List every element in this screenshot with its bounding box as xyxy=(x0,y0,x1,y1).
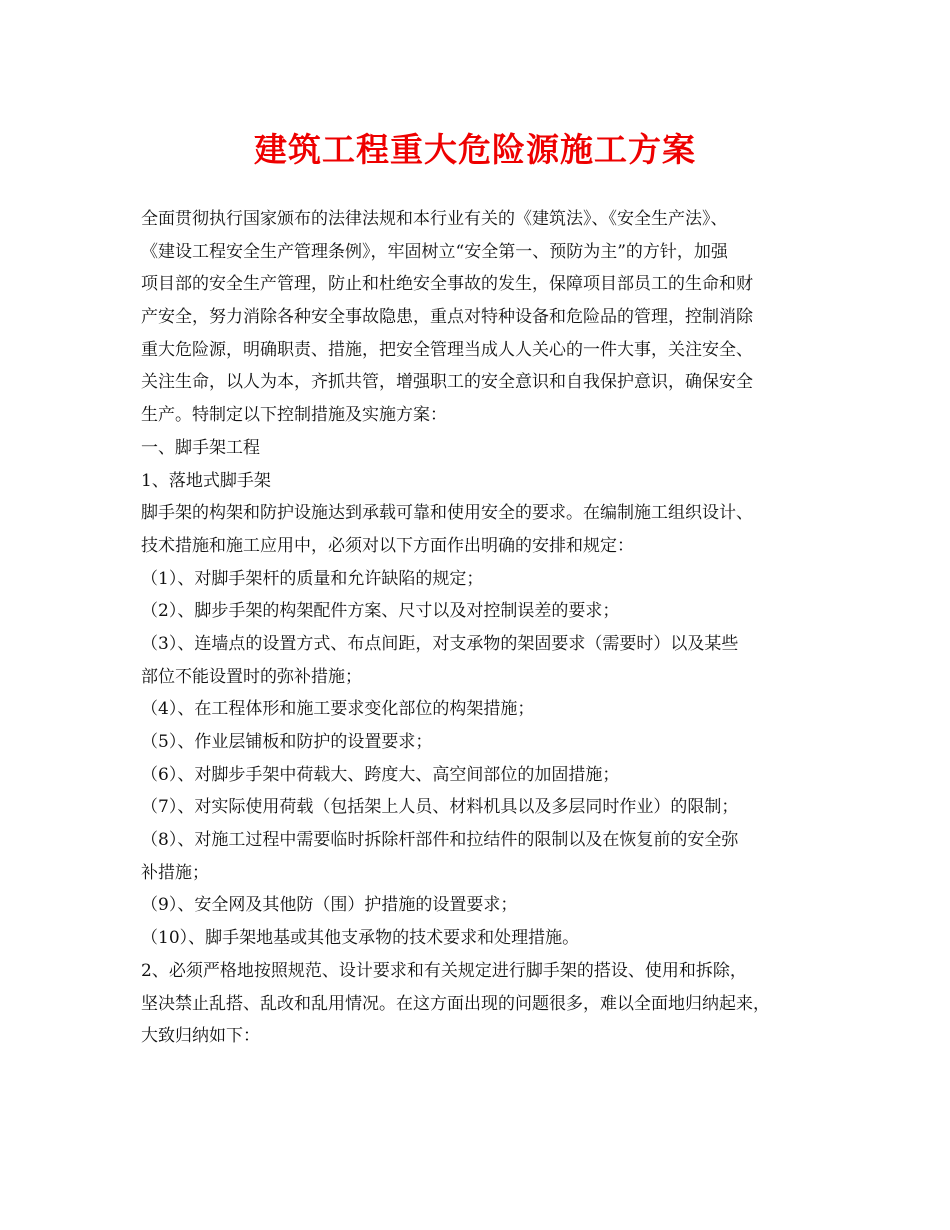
body-line: 2、必须严格地按照规范、设计要求和有关规定进行脚手架的搭设、使用和拆除， xyxy=(141,960,747,981)
list-item: （6）、对脚步手架中荷载大、跨度大、高空间部位的加固措施； xyxy=(141,764,620,785)
list-item: （10）、脚手架地基或其他支承物的技术要求和处理措施。 xyxy=(141,928,580,949)
document-body xyxy=(141,203,821,1053)
body-line: 技术措施和施工应用中，必须对以下方面作出明确的安排和规定： xyxy=(141,535,634,556)
body-line: 《建设工程安全生产管理条例》，牢固树立“安全第一、预防为主”的方针，加强 xyxy=(141,241,728,262)
body-line: 项目部的安全生产管理，防止和杜绝安全事故的发生，保障项目部员工的生命和财 xyxy=(141,274,753,295)
list-item: （4）、在工程体形和施工要求变化部位的构架措施； xyxy=(141,699,535,720)
section-heading: 一、脚手架工程 xyxy=(141,437,260,458)
body-line: 脚手架的构架和防护设施达到承载可靠和使用安全的要求。在编制施工组织设计、 xyxy=(141,503,753,524)
subsection-heading: 1、落地式脚手架 xyxy=(141,470,271,491)
body-line: 生产。特制定以下控制措施及实施方案： xyxy=(141,405,447,426)
list-item: （3）、连墙点的设置方式、布点间距，对支承物的架固要求（需要时）以及某些 xyxy=(141,633,739,654)
document-title: 建筑工程重大危险源施工方案 xyxy=(254,130,696,169)
body-line: 全面贯彻执行国家颁布的法律法规和本行业有关的《建筑法》、《安全生产法》、 xyxy=(141,209,728,229)
list-item: （8）、对施工过程中需要临时拆除杆部件和拉结件的限制以及在恢复前的安全弥 xyxy=(141,830,739,851)
list-item-continuation: 部位不能设置时的弥补措施； xyxy=(141,666,362,687)
list-item: （7）、对实际使用荷载（包括架上人员、材料机具以及多层同时作业）的限制； xyxy=(141,797,739,818)
list-item: （5）、作业层铺板和防护的设置要求； xyxy=(141,732,433,752)
body-line: 重大危险源，明确职责、措施，把安全管理当成人人关心的一件大事，关注安全、 xyxy=(141,339,753,360)
list-item-continuation: 补措施； xyxy=(141,862,209,883)
body-line: 坚决禁止乱搭、乱改和乱用情况。在这方面出现的问题很多，难以全面地归纳起来， xyxy=(141,993,770,1014)
body-line: 关注生命，以人为本，齐抓共管，增强职工的安全意识和自我保护意识，确保安全 xyxy=(141,372,753,393)
body-line: 产安全，努力消除各种安全事故隐患，重点对特种设备和危险品的管理，控制消除 xyxy=(141,307,753,328)
list-item: （2）、脚步手架的构架配件方案、尺寸以及对控制误差的要求； xyxy=(141,601,620,622)
list-item: （9）、安全网及其他防（围）护措施的设置要求； xyxy=(141,895,518,916)
body-line: 大致归纳如下： xyxy=(141,1026,260,1047)
list-item: （1）、对脚手架杆的质量和允许缺陷的规定； xyxy=(141,568,484,589)
